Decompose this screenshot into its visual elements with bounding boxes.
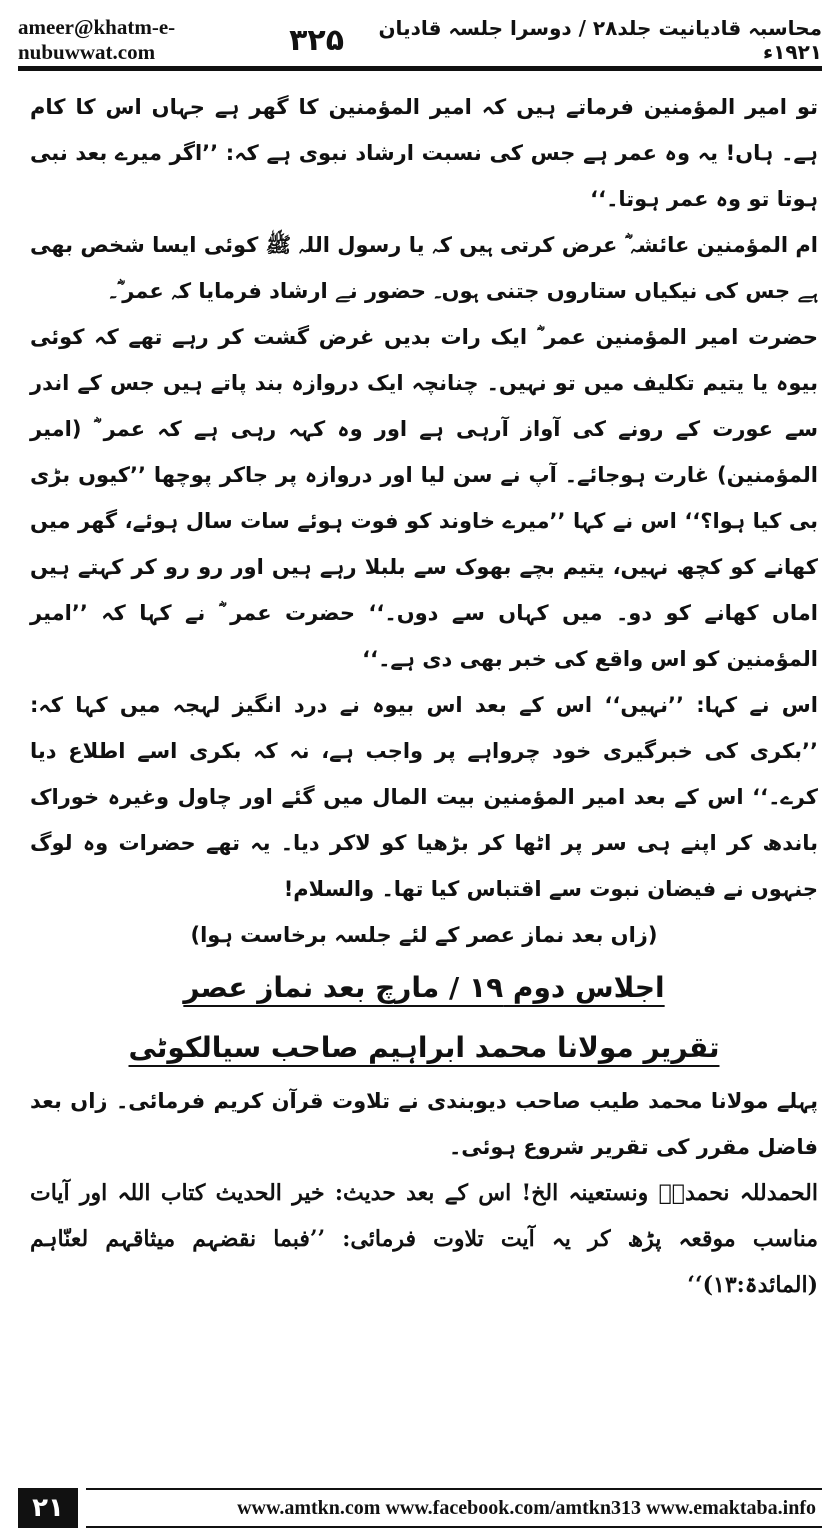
footer-page-number: ۲۱: [18, 1488, 78, 1528]
page-body: [30, 84, 818, 1308]
speech-heading: تقریر مولانا محمد ابراہیم صاحب سیالکوٹی: [128, 1031, 720, 1064]
paragraph-1: تو امیر المؤمنین فرماتے ہیں کہ امیر المؤمنین کا گھر ہے جہاں اس کا کام ہے۔ ہاں! یہ وہ عمر ہے جس کی نسبت ارشاد نبوی ہے کہ: ’’اگر میرے بعد نبی ہوتا تو وہ عمر ہوتا۔‘‘: [30, 95, 818, 211]
header-page-number: ۳۲۵: [289, 22, 345, 58]
header-rule: [18, 66, 822, 71]
header-email: ameer@khatm-e-nubuwwat.com: [18, 15, 176, 64]
footer-links: www.amtkn.com www.facebook.com/amtkn313 www.emaktaba.info: [86, 1488, 822, 1528]
paragraph-3: حضرت امیر المؤمنین عمر ؓ ایک رات بدیں غرض گشت کر رہے تھے کہ کوئی بیوہ یا یتیم تکلیف میں تو نہیں۔ چنانچہ ایک دروازہ بند پاتے ہیں جس کے اندر سے عورت کے رونے کی آواز آرہی ہے اور وہ کہہ رہی ہے کہ عمر ؓ (امیر المؤمنین) غارت ہوجائے۔ آپ نے سن لیا اور دروازہ پر جاکر پوچھا ’’کیوں بڑی بی کیا ہوا؟‘‘ اس نے کہا ’’میرے خاوند کو فوت ہوئے سات سال ہوئے، گھر میں کھانے کو کچھ نہیں، یتیم بچے بھوک سے بلبلا رہے ہیں اور رو رو کر کہتے ہیں اماں کھانے کو دو۔ میں کہاں سے دوں۔‘‘ حضرت عمر ؓ نے کہا کہ ’’امیر المؤمنین کو اس واقع کی خبر بھی دی ہے۔‘‘: [30, 325, 818, 671]
running-title: محاسبہ قادیانیت جلد۲۸ / دوسرا جلسہ قادیان ۱۹۲۱ء: [378, 16, 822, 64]
paragraph-recitation: پہلے مولانا محمد طیب صاحب دیوبندی نے تلاوت قرآن کریم فرمائی۔ زاں بعد فاضل مقرر کی تقریر شروع ہوئی۔: [30, 1089, 818, 1159]
paragraph-4: اس نے کہا: ’’نہیں‘‘ اس کے بعد اس بیوہ نے درد انگیز لہجہ میں کہا کہ: ’’بکری کی خبرگیری خود چرواہے پر واجب ہے، نہ کہ بکری اسے اطلاع دیا کرے۔‘‘ اس کے بعد امیر المؤمنین بیت المال میں گئے اور چاول وغیرہ خوراک باندھ کر اپنے ہی سر پر اٹھا کر بڑھیا کو لاکر دیا۔ یہ تھے حضرات وہ لوگ جنہوں نے فیضان نبوت سے اقتباس کیا تھا۔ والسلام!: [30, 693, 818, 901]
page-header: [18, 14, 822, 66]
paragraph-2: ام المؤمنین عائشہ ؓ عرض کرتی ہیں کہ یا رسول اللہ ﷺ کوئی ایسا شخص بھی ہے جس کی نیکیاں ستاروں جتنی ہوں۔ حضور نے ارشاد فرمایا کہ عمر ؓ۔: [30, 233, 818, 303]
page-footer: [18, 1488, 822, 1528]
adjournment-note: (زاں بعد نماز عصر کے لئے جلسہ برخاست ہوا): [190, 923, 658, 947]
session-heading: اجلاس دوم ۱۹ / مارچ بعد نماز عصر: [183, 971, 665, 1004]
header-running-title-group: [289, 16, 822, 64]
paragraph-arabic: الحمدللہ نحمدہٗ ونستعینہ الخ! اس کے بعد حدیث: خیر الحدیث کتاب اللہ اور آیات مناسب موقعہ پڑھ کر یہ آیت تلاوت فرمائی: ’’فبما نقضہم میثاقہم لعنّاہم (المائدۃ:۱۳)‘‘: [30, 1180, 818, 1298]
